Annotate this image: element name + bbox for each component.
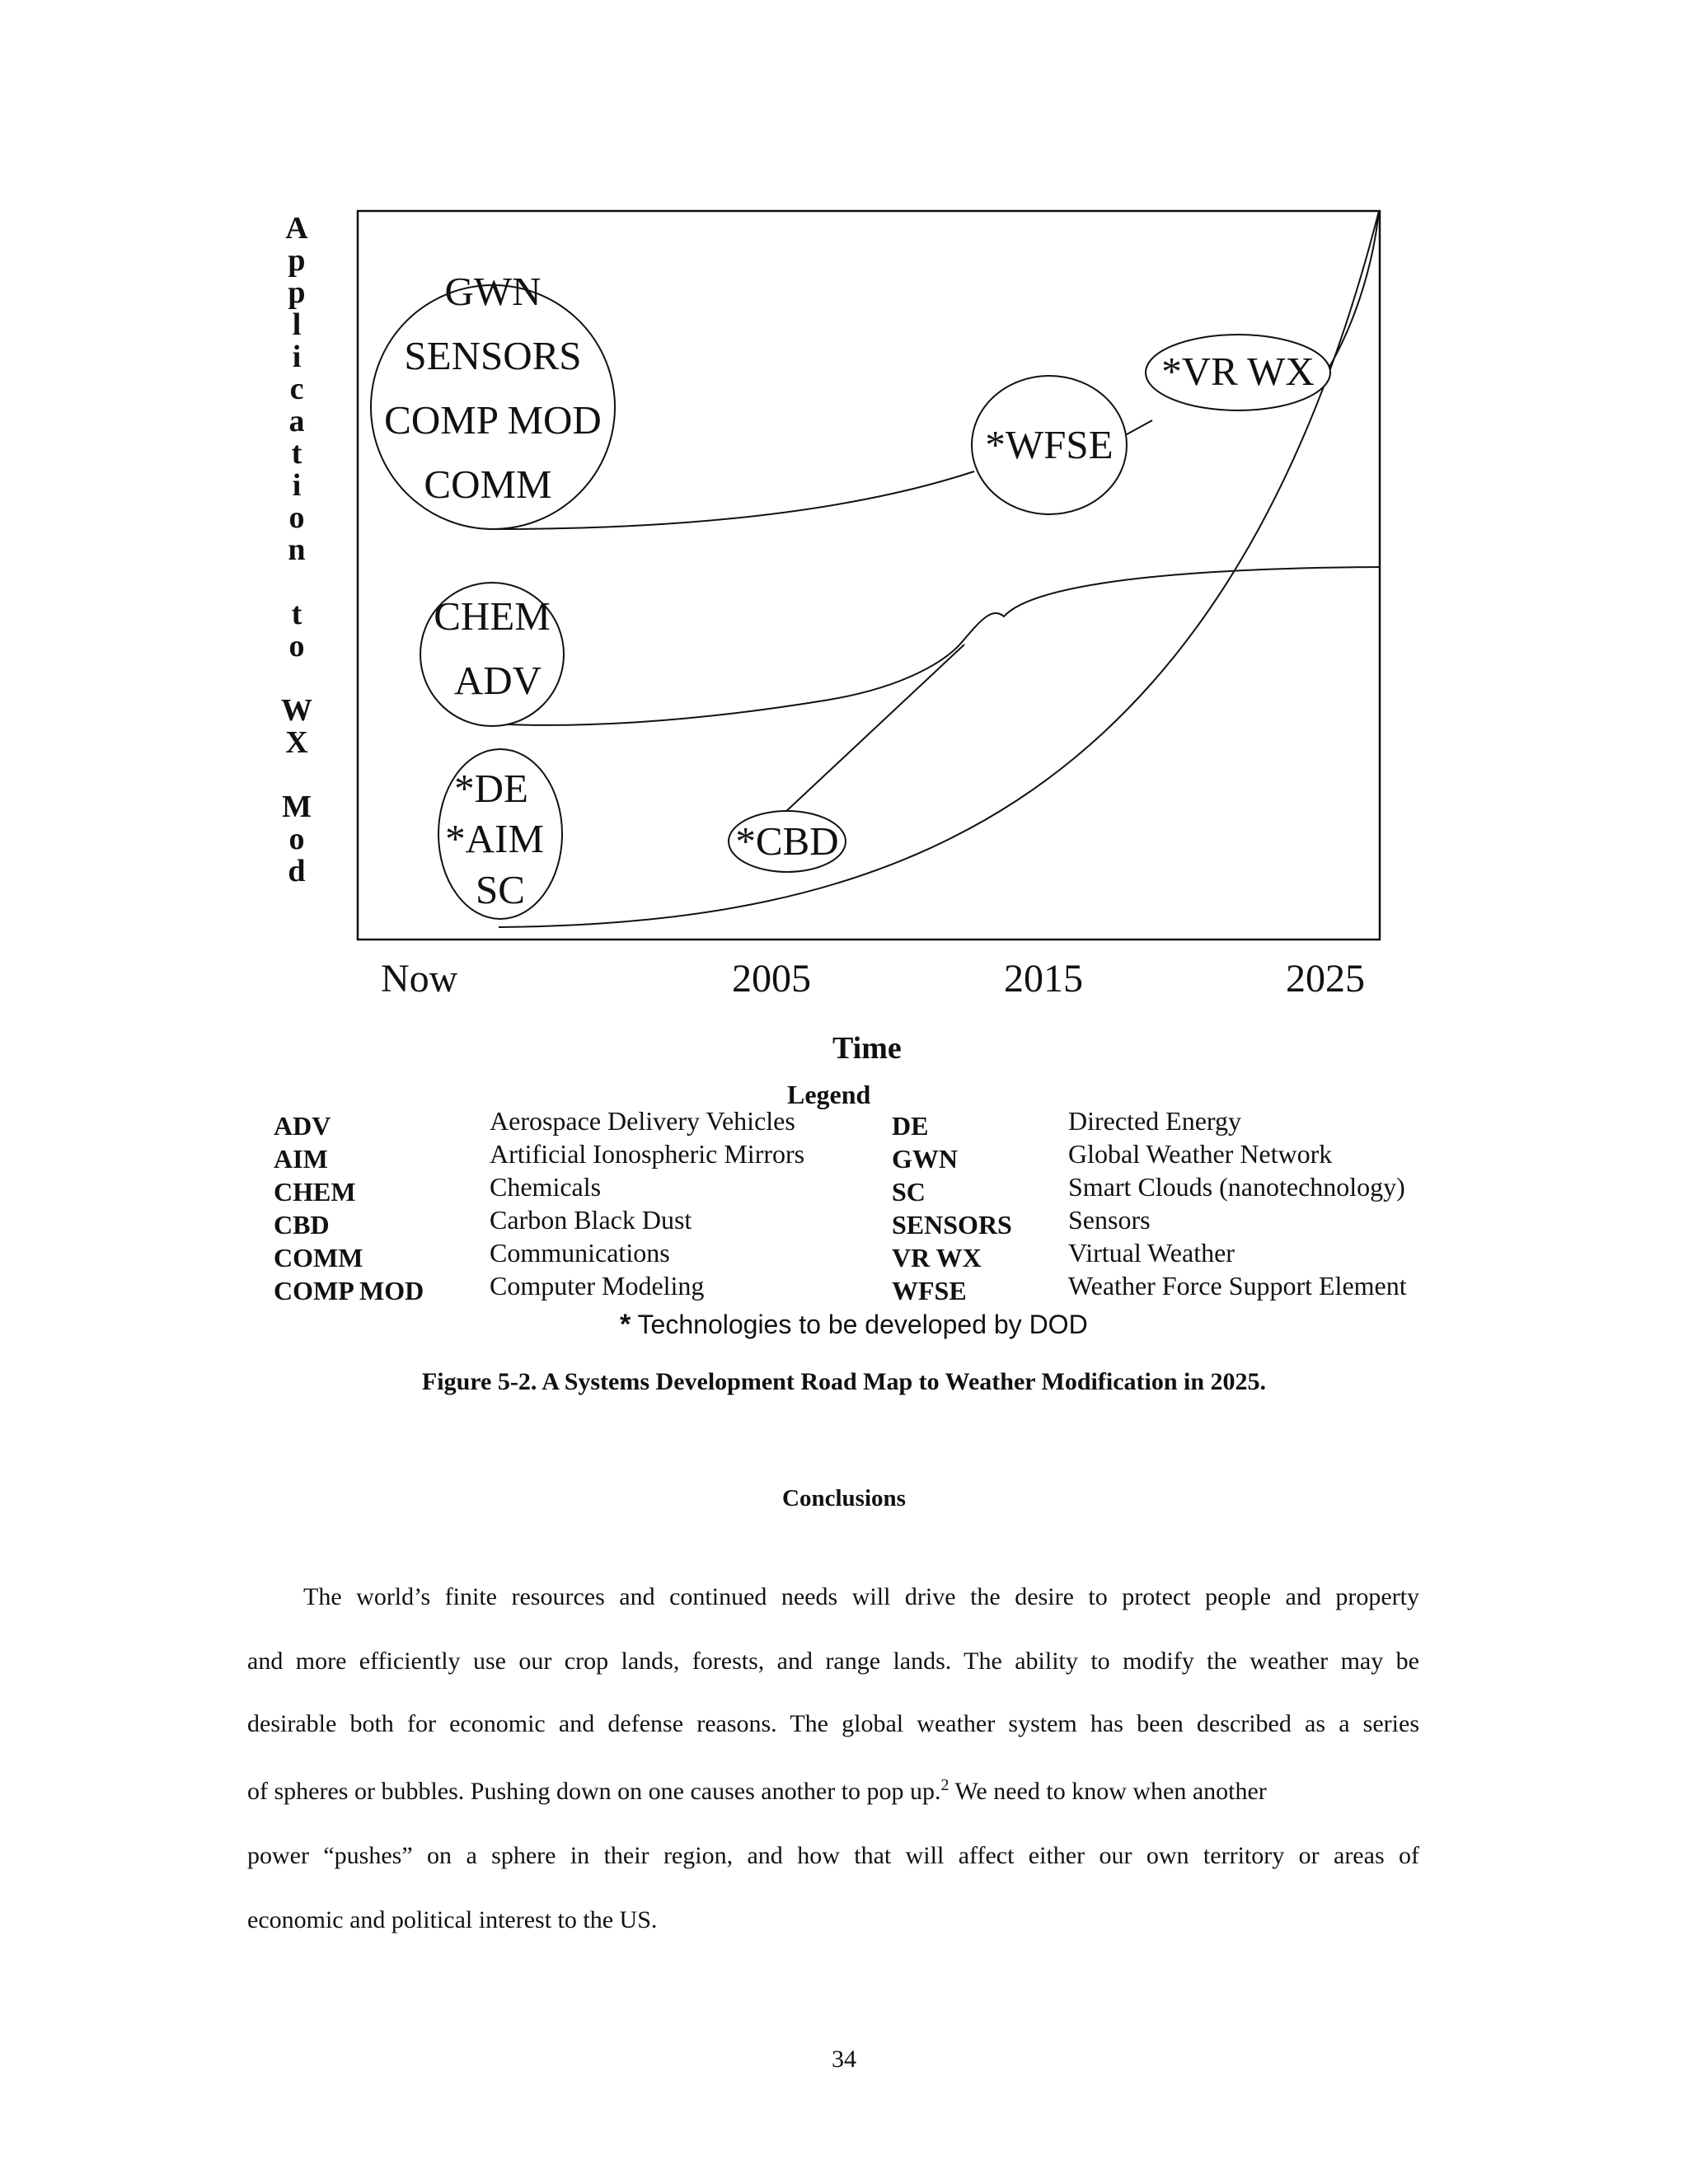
legend-item: [892, 1177, 926, 1207]
x-tick-2015: 2015: [1004, 957, 1083, 1001]
x-axis-label: Time: [832, 1031, 902, 1066]
y-axis-letter: W: [281, 693, 312, 728]
legend-desc: Carbon Black Dust: [490, 1205, 692, 1235]
y-axis-letter: [276, 566, 317, 598]
legend-abbr: SENSORS: [892, 1210, 1012, 1240]
legend-abbr: VR WX: [892, 1243, 982, 1272]
footnote-text: Technologies to be developed by DOD: [637, 1310, 1088, 1339]
y-axis-letter: t: [291, 436, 302, 471]
paragraph-line: [247, 1777, 1419, 1807]
legend-item: [274, 1111, 331, 1141]
legend-item: [892, 1111, 928, 1141]
y-axis-letter: l: [292, 307, 302, 342]
legend-title: Legend: [787, 1080, 871, 1109]
paragraph-text: We need to know when another: [949, 1778, 1267, 1805]
x-tick-2025: 2025: [1286, 957, 1365, 1001]
legend-abbr: COMP MOD: [274, 1276, 424, 1305]
paragraph-line: economic and political interest to the US.: [247, 1906, 658, 1933]
y-axis-letter: X: [285, 725, 308, 760]
node-label-de: *DE: [454, 766, 528, 811]
legend-abbr: SC: [892, 1177, 926, 1207]
node-label-sensors: SENSORS: [404, 333, 582, 378]
y-axis-letter: [276, 759, 317, 791]
legend-desc: Virtual Weather: [1068, 1238, 1235, 1268]
legend-desc: Directed Energy: [1068, 1106, 1241, 1136]
legend-abbr: AIM: [274, 1144, 328, 1174]
node-label-cbd: *CBD: [735, 818, 839, 864]
footnote-star: *: [620, 1309, 631, 1340]
paragraph-text: of spheres or bubbles. Pushing down on one causes another to pop up.: [247, 1778, 941, 1805]
legend-desc: Sensors: [1068, 1205, 1151, 1235]
legend-item: [892, 1243, 982, 1273]
legend-item: [274, 1210, 330, 1240]
x-tick-now: Now: [381, 957, 458, 1001]
figure-caption: Figure 5-2. A Systems Development Road Map to Weather Modification in 2025.: [421, 1368, 1267, 1395]
y-axis-letter: p: [288, 275, 306, 310]
y-axis-letter: [276, 663, 317, 695]
node-label-vrwx: *VR WX: [1161, 349, 1315, 394]
y-axis-letter: A: [285, 211, 308, 246]
y-axis-letter: d: [288, 854, 306, 888]
node-label-comp-mod: COMP MOD: [384, 397, 602, 443]
legend-abbr: DE: [892, 1111, 929, 1141]
node-label-gwn: GWN: [444, 269, 542, 314]
legend-abbr: ADV: [274, 1111, 331, 1141]
path-group3-curve: [499, 211, 1379, 927]
footnote-ref: 2: [940, 1776, 950, 1794]
y-axis-letter: M: [282, 790, 312, 824]
legend-desc: Smart Clouds (nanotechnology): [1068, 1172, 1405, 1202]
path-group2-curve: [490, 567, 1380, 725]
legend-desc: Weather Force Support Element: [1068, 1271, 1407, 1301]
y-axis-letter: p: [288, 243, 306, 278]
legend-desc: Chemicals: [490, 1172, 602, 1202]
legend-item: [274, 1243, 363, 1273]
legend-item: [892, 1276, 967, 1306]
paragraph-line: The world’s finite resources and continued needs will drive the desire to protect people and property: [303, 1583, 1419, 1610]
node-label-aim: *AIM: [445, 816, 544, 861]
y-axis-letter: i: [292, 340, 302, 374]
legend-desc: Computer Modeling: [490, 1271, 705, 1301]
x-tick-2005: 2005: [732, 957, 811, 1001]
node-label-sc: SC: [476, 867, 525, 912]
page-number: 34: [832, 2046, 856, 2073]
y-axis-letter: n: [288, 532, 306, 567]
legend-desc: Aerospace Delivery Vehicles: [490, 1106, 795, 1136]
paragraph-line: power “pushes” on a sphere in their region, and how that will affect either our own territory or areas of: [247, 1842, 1419, 1869]
legend-item: [892, 1144, 958, 1174]
legend-item: [274, 1276, 424, 1306]
legend-footnote: [620, 1309, 1088, 1341]
legend-abbr: CHEM: [274, 1177, 356, 1207]
legend-abbr: COMM: [274, 1243, 363, 1272]
legend-abbr: GWN: [892, 1144, 958, 1174]
legend-item: [892, 1210, 1012, 1240]
y-axis-letter: t: [291, 597, 302, 631]
paragraph-line: desirable both for economic and defense reasons. The global weather system has been described as a series: [247, 1710, 1419, 1737]
node-label-adv: ADV: [453, 658, 542, 703]
node-label-wfse: *WFSE: [985, 422, 1114, 467]
y-axis-letter: i: [292, 468, 302, 503]
legend-desc: Global Weather Network: [1068, 1139, 1333, 1169]
path-vrwx-to-top: [1327, 211, 1379, 371]
y-axis-letter: a: [288, 404, 305, 438]
legend-abbr: WFSE: [892, 1276, 967, 1305]
y-axis-letter: o: [288, 629, 305, 663]
y-axis-letter: o: [288, 500, 305, 535]
paragraph-line: and more efficiently use our crop lands, forests, and range lands. The ability to modify the weather may be: [247, 1647, 1419, 1675]
legend-item: [274, 1144, 328, 1174]
path-cbd-link: [783, 644, 964, 814]
section-title: Conclusions: [782, 1485, 906, 1511]
node-label-comm: COMM: [424, 462, 552, 507]
y-axis-letter: o: [288, 822, 305, 856]
node-label-chem: CHEM: [434, 593, 551, 639]
legend-desc: Artificial Ionospheric Mirrors: [490, 1139, 805, 1169]
legend-abbr: CBD: [274, 1210, 330, 1240]
legend-item: [274, 1177, 356, 1207]
legend-desc: Communications: [490, 1238, 670, 1268]
y-axis-label: [276, 213, 317, 888]
y-axis-letter: c: [289, 372, 304, 406]
